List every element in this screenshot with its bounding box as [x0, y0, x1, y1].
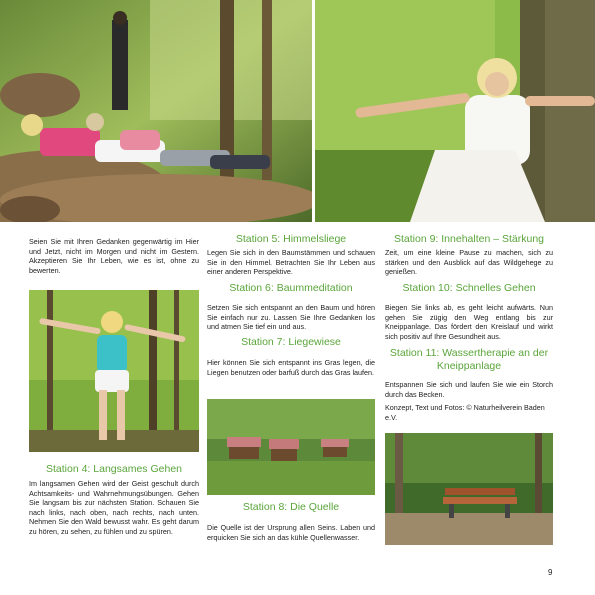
station9-text: Zeit, um eine kleine Pause zu machen, sich zu stärken und den Ausblick auf das Wildgehege zu genießen.: [385, 248, 553, 277]
photo-kneippanlage: [385, 433, 553, 545]
photo-langsames-gehen: [29, 290, 199, 452]
station5-title: Station 5: Himmelsliege: [235, 233, 347, 245]
station10-title: Station 10: Schnelles Gehen: [402, 282, 536, 294]
station4-text: Im langsamen Gehen wird der Geist geschult durch Achtsamkeits- und Wahrnehmungsübungen. Gehen Sie langsam bis zur nächsten Station. Schauen Sie nach links, nach oben, nach rechts, nach unten. Nehmen Sie den Wald bewusst wahr. Es geht darum zu hören, zu sehen, zu fühlen und zu spüren.: [29, 479, 199, 536]
station6-text: Setzen Sie sich entspannt an den Baum und hören Sie einfach nur zu. Lassen Sie Ihre Gedanken los und atmen Sie tief ein und aus.: [207, 303, 375, 332]
station11-text: Entspannen Sie sich und laufen Sie wie ein Storch durch das Becken.: [385, 380, 553, 399]
photo-liegewiese: [207, 399, 375, 495]
station8-title: Station 8: Die Quelle: [242, 501, 340, 513]
station6-title: Station 6: Baummeditation: [229, 282, 353, 294]
photo-baummeditation: [315, 0, 595, 222]
intro-text: Seien Sie mit Ihren Gedanken gegenwärtig im Hier und Jetzt, nicht im Morgen und nicht im Gestern. Akzeptieren Sie Ihr Leben, wie es ist, ohne zu bewerten.: [29, 237, 199, 275]
credits-text: Konzept, Text und Fotos: © Naturheilverein Baden e.V.: [385, 403, 545, 422]
page-number: 9: [548, 568, 553, 577]
photo-himmelsliege: [0, 0, 312, 222]
station5-text: Legen Sie sich in den Baumstämmen und schauen Sie in den Himmel. Betrachten Sie Ihr Leben aus einer anderen Perspektive.: [207, 248, 375, 277]
station10-text: Biegen Sie links ab, es geht leicht aufwärts. Nun gehen Sie zügig den Weg entlang bis zur Kneippanlage. Das fördert den Kreislauf und wirkt sich positiv auf Ihre Gesundheit aus.: [385, 303, 553, 341]
station4-title: Station 4: Langsames Gehen: [45, 463, 182, 475]
station9-title: Station 9: Innehalten – Stärkung: [393, 233, 545, 245]
station7-text: Hier können Sie sich entspannt ins Gras legen, die Liegen benutzen oder barfuß durch das Gras laufen.: [207, 358, 375, 377]
station8-text: Die Quelle ist der Ursprung allen Seins. Laben und erquicken Sie sich an das kühle Quellenwasser.: [207, 523, 375, 542]
station11-title: Station 11: Wassertherapie an der Kneippanlage: [389, 347, 549, 372]
station7-title: Station 7: Liegewiese: [241, 336, 341, 348]
